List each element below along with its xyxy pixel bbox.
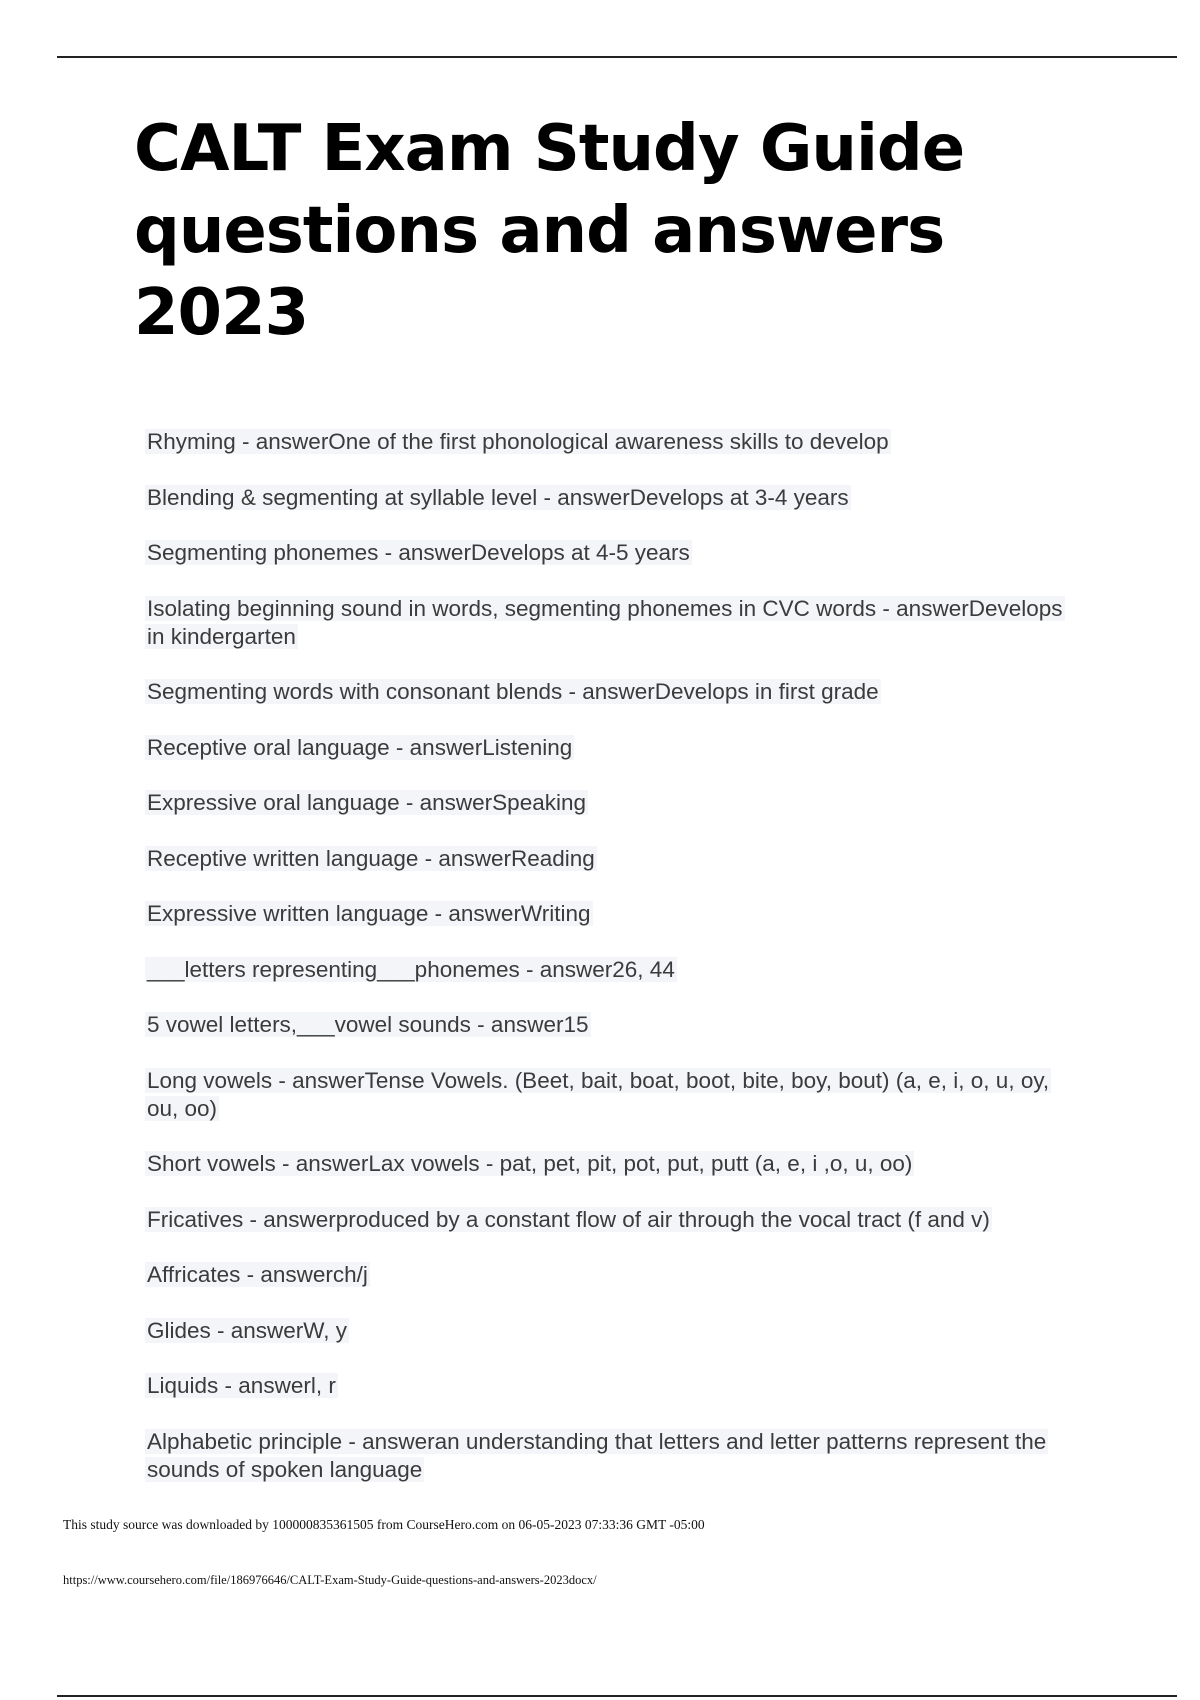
qa-item: Affricates - answerch/j (147, 1262, 368, 1287)
qa-item: Segmenting phonemes - answerDevelops at 4-5 years (147, 540, 690, 565)
qa-item: Segmenting words with consonant blends - answerDevelops in first grade (147, 679, 879, 704)
qa-item: Fricatives - answerproduced by a constant flow of air through the vocal tract (f and v) (147, 1206, 990, 1232)
qa-item: Alphabetic principle - answeran understanding that letters and letter patterns represent the sounds of spoken language (147, 1428, 1047, 1482)
source-url[interactable]: https://www.coursehero.com/file/186976646/CALT-Exam-Study-Guide-questions-and-answers-2023docx/ (63, 1573, 597, 1587)
download-source-notice: This study source was downloaded by 100000835361505 from CourseHero.com on 06-05-2023 07:33:36 GMT -05:00 (63, 1517, 705, 1532)
qa-item: Receptive written language - answerReading (147, 845, 595, 871)
qa-list (145, 428, 1085, 1511)
qa-item: Rhyming - answerOne of the first phonological awareness skills to develop (147, 429, 889, 454)
qa-item: Long vowels - answerTense Vowels. (Beet, bait, boat, boot, bite, boy, bout) (a, e, i, o, u, oy, ou, oo) (147, 1067, 1050, 1121)
qa-item: Expressive oral language - answerSpeaking (147, 790, 587, 815)
top-rule (57, 56, 1177, 58)
qa-item: Short vowels - answerLax vowels - pat, pet, pit, pot, put, putt (a, e, i ,o, u, oo) (147, 1151, 913, 1176)
qa-item: Receptive oral language - answerListening (147, 734, 573, 760)
document-title (134, 108, 1134, 354)
qa-item: Expressive written language - answerWriting (147, 901, 591, 926)
qa-item: Liquids - answerl, r (147, 1373, 336, 1398)
qa-item: ___letters representing___phonemes - answer26, 44 (147, 956, 675, 982)
title-line-2: questions and answers 2023 (134, 194, 945, 350)
qa-item: Isolating beginning sound in words, segmenting phonemes in CVC words - answerDevelops in kindergarten (147, 595, 1063, 649)
qa-item: Blending & segmenting at syllable level - answerDevelops at 3-4 years (147, 484, 849, 510)
qa-item: 5 vowel letters,___vowel sounds - answer15 (147, 1012, 589, 1037)
title-line-1: CALT Exam Study Guide (134, 112, 965, 186)
bottom-rule (57, 1695, 1177, 1697)
qa-item: Glides - answerW, y (147, 1317, 348, 1343)
